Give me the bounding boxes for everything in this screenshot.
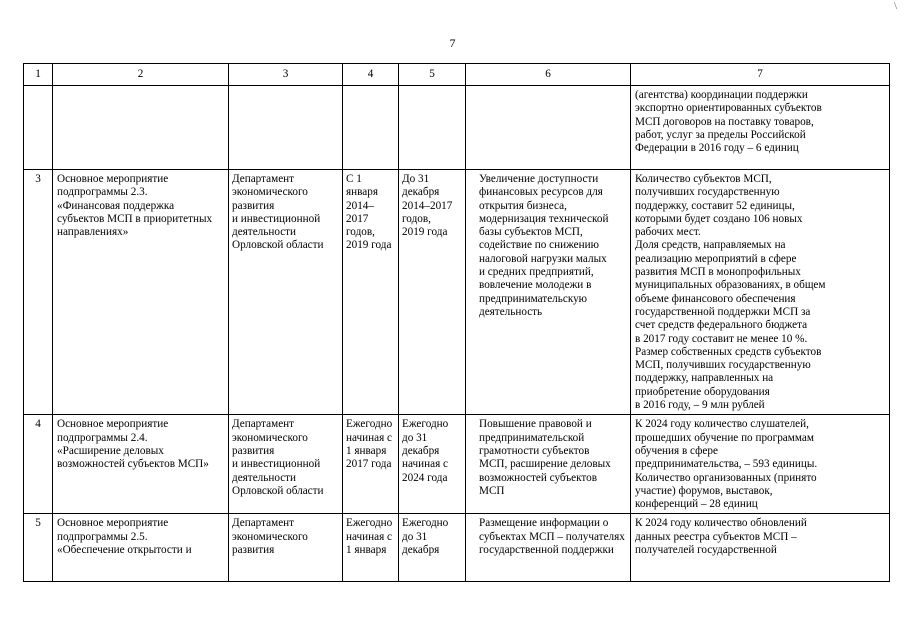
header-col-1: 1 [24,64,53,86]
table-row [24,170,890,415]
executor [229,86,343,170]
header-col-7: 7 [631,64,890,86]
start-date: Ежегодно начиная с 1 января [343,514,399,582]
target-indicator: К 2024 году количество обновлений данных реестра субъектов МСП – получателей государственной [631,514,890,582]
start-date: С 1 января 2014–2017 годов, 2019 года [343,170,399,415]
expected-result: Повышение правовой и предпринимательской грамотности субъектов МСП, расширение деловых возможностей субъектов МСП [466,415,631,514]
page-number: 7 [449,36,456,50]
end-date [399,86,466,170]
target-indicator: К 2024 году количество слушателей, прошедших обучение по программам обучения в сфере предпринимательства, – 593 единицы. Количество организованных (принято участие) форумов, выставок, конференций – 28 единиц [631,415,890,514]
start-date [343,86,399,170]
table-row [24,415,890,514]
row-number: 3 [24,170,53,415]
measure-name: Основное мероприятие подпрограммы 2.5. «Обеспечение открытости и [53,514,229,582]
table-header-row [24,64,890,86]
measure-name [53,86,229,170]
row-number: 5 [24,514,53,582]
executor: Департамент экономического развития и инвестиционной деятельности Орловской области [229,170,343,415]
header-col-4: 4 [343,64,399,86]
table-row [24,514,890,582]
start-date: Ежегодно начиная с 1 января 2017 года [343,415,399,514]
table-row [24,86,890,170]
target-indicator: (агентства) координации поддержки экспортно ориентированных субъектов МСП договоров на поставку товаров, работ, услуг за пределы Российской Федерации в 2016 году – 6 единиц [631,86,890,170]
header-col-3: 3 [229,64,343,86]
header-col-2: 2 [53,64,229,86]
end-date: До 31 декабря 2014–2017 годов, 2019 года [399,170,466,415]
expected-result [466,86,631,170]
end-date: Ежегодно до 31 декабря [399,514,466,582]
executor: Департамент экономического развития [229,514,343,582]
header-col-6: 6 [466,64,631,86]
target-indicator: Количество субъектов МСП, получивших государственную поддержку, составит 52 единицы, которыми будет создано 106 новых рабочих мест. Доля средств, направляемых на реализацию мероприятий в сфере развития МСП в монопрофильных муниципальных образованиях, в общем объеме финансового обеспечения государственной поддержки МСП за счет средств федерального бюджета в 2017 году составит не менее 10 %. Размер собственных средств субъектов МСП, получивших государственную поддержку, направленных на приобретение оборудования в 2016 году, – 9 млн рублей [631,170,890,415]
executor: Департамент экономического развития и инвестиционной деятельности Орловской области [229,415,343,514]
header-col-5: 5 [399,64,466,86]
expected-result: Размещение информации о субъектах МСП – получателях государственной поддержки [466,514,631,582]
expected-result: Увеличение доступности финансовых ресурсов для открытия бизнеса, модернизация технической базы субъектов МСП, содействие по снижению налоговой нагрузки малых и средних предприятий, вовлечение молодежи в предпринимательскую деятельность [466,170,631,415]
row-number: 4 [24,415,53,514]
measure-name: Основное мероприятие подпрограммы 2.4. «Расширение деловых возможностей субъектов МСП» [53,415,229,514]
program-table [23,63,890,582]
end-date: Ежегодно до 31 декабря начиная с 2024 года [399,415,466,514]
row-number [24,86,53,170]
measure-name: Основное мероприятие подпрограммы 2.3. «Финансовая поддержка субъектов МСП в приоритетных направлениях» [53,170,229,415]
corner-mark: \ [893,0,897,12]
